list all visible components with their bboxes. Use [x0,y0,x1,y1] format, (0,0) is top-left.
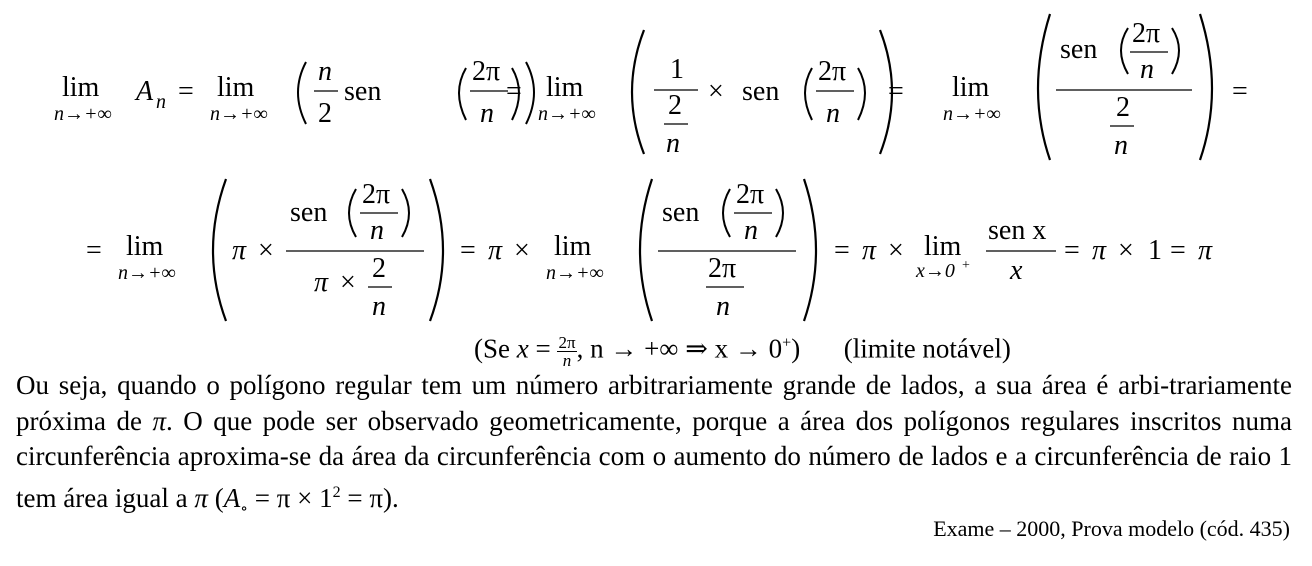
note-variable: x [516,333,529,364]
sine-function: sen [1060,34,1098,65]
left-parenthesis [1038,14,1050,160]
note-open: (Se [474,333,517,364]
paragraph-text: Ou seja, quando o polígono regular tem um número arbitrariamente grande de lados, a sua área é arbi-trariamente próxima de [16,370,1292,436]
note-equals: = [528,333,558,364]
nested-denominator: n [716,291,730,322]
note-remark: (limite notável) [843,333,1011,364]
lim-operator: lim [546,72,584,103]
note-fraction-denominator: n [562,351,572,370]
left-parenthesis [298,62,306,124]
lim-operator: lim [924,231,962,262]
nested-numerator: 2 [668,90,682,121]
nested-numerator: 2π [708,253,737,284]
fraction-denominator: n [370,215,384,246]
right-parenthesis [804,179,816,321]
note-fraction-numerator: 2π [558,333,576,352]
times-sign: × [340,267,356,298]
left-parenthesis [459,68,466,120]
left-parenthesis [632,30,644,154]
lim-subscript: n→+∞ [943,103,1001,125]
right-parenthesis [402,189,409,237]
fraction-denominator: n [480,98,494,129]
nested-numerator: 2 [372,253,386,284]
fraction-numerator: 2π [818,56,847,87]
equals-sign: = [506,76,522,107]
times-sign: × [708,76,724,107]
fraction-denominator: n [744,215,758,246]
lim-operator: lim [554,231,592,262]
fraction-denominator: x [1010,255,1023,286]
times-sign: × [888,235,904,266]
left-parenthesis [1121,28,1128,74]
lim-subscript: n→+∞ [538,103,596,125]
left-parenthesis [349,189,356,237]
fraction-numerator: n [318,56,332,87]
sine-function: sen [344,76,382,107]
right-parenthesis [430,179,443,321]
note-condition: , n → +∞ ⇒ x → 0 [576,333,783,364]
lim-subscript: n→+∞ [54,103,112,125]
fraction-numerator: 1 [670,54,684,85]
pi-symbol: π [194,482,208,513]
lim-operator: lim [62,72,100,103]
left-parenthesis [805,68,812,120]
explanation-paragraph [16,368,1292,526]
limit-value: 1 [1148,235,1162,266]
fraction-numerator: 2π [736,179,765,210]
lim-subscript: n→+∞ [546,262,604,284]
exam-source: Exame – 2000, Prova modelo (cód. 435) [933,516,1290,541]
right-parenthesis [1200,14,1212,160]
nested-denominator: n [1114,130,1128,161]
pi-symbol: π [1092,235,1107,266]
fraction-numerator: 2π [1132,18,1161,49]
sine-function: sen [290,197,328,228]
pi-symbol: π [152,405,166,436]
nested-numerator: 2 [1116,92,1130,123]
times-sign: × [514,235,530,266]
pi-symbol: π [862,235,877,266]
left-parenthesis [723,189,730,237]
sine-function: sen [662,197,700,228]
paragraph-text: ( [207,482,224,513]
fraction-denominator: 2 [318,98,332,129]
area-symbol: A [223,482,241,513]
paragraph-text: . O que pode ser observado geometricamente, porque a área dos polígonos regulares inscritos numa circunferência aproxima-se da área da circunferência com o aumento do número de lados e a circunferência de raio 1 tem área igual a [16,405,1292,513]
area-index: n [156,91,166,113]
left-parenthesis [640,179,652,321]
exponent: 2 [332,483,341,501]
times-sign: × [258,235,274,266]
lim-subscript: x→0 [916,260,955,282]
substitution-note [474,334,1011,369]
fraction-numerator: sen x [988,215,1047,246]
nested-denominator: n [372,291,386,322]
left-parenthesis [213,179,226,321]
pi-symbol: π [488,235,503,266]
note-close: ) [791,333,801,364]
right-parenthesis [776,189,783,237]
right-parenthesis [526,62,534,124]
equals-sign: = [834,235,850,266]
right-parenthesis [1172,28,1179,74]
right-parenthesis [858,68,865,120]
limit-equation-line-1 [52,10,1282,170]
fraction-denominator: n [826,98,840,129]
note-fraction [557,334,576,369]
fraction-numerator: 2π [472,56,501,87]
note-superscript: + [782,334,792,352]
equals-sign: = [888,76,904,107]
equals-sign: = [1064,235,1080,266]
paragraph-text: = π). [340,482,399,513]
area-symbol: A [136,76,154,107]
pi-symbol: π [1198,235,1213,266]
equals-sign: = [178,76,194,107]
fraction-denominator: n [1140,54,1154,85]
lim-operator: lim [952,72,990,103]
equals-sign: = [86,235,102,266]
equals-sign: = [1232,76,1248,107]
times-sign: × [1118,235,1134,266]
lim-subscript: n→+∞ [210,103,268,125]
lim-subscript: n→+∞ [118,262,176,284]
equals-sign: = [460,235,476,266]
nested-denominator: n [666,128,680,159]
limit-equation-line-2 [82,173,1242,333]
circle-subscript: ∘ [240,499,249,517]
sine-function: sen [742,76,780,107]
lim-operator: lim [126,231,164,262]
pi-symbol: π [314,267,329,298]
fraction-numerator: 2π [362,179,391,210]
pi-symbol: π [232,235,247,266]
equals-sign: = [1170,235,1186,266]
lim-superscript: + [962,258,970,273]
lim-operator: lim [217,72,255,103]
paragraph-text: = π × 1 [248,482,333,513]
